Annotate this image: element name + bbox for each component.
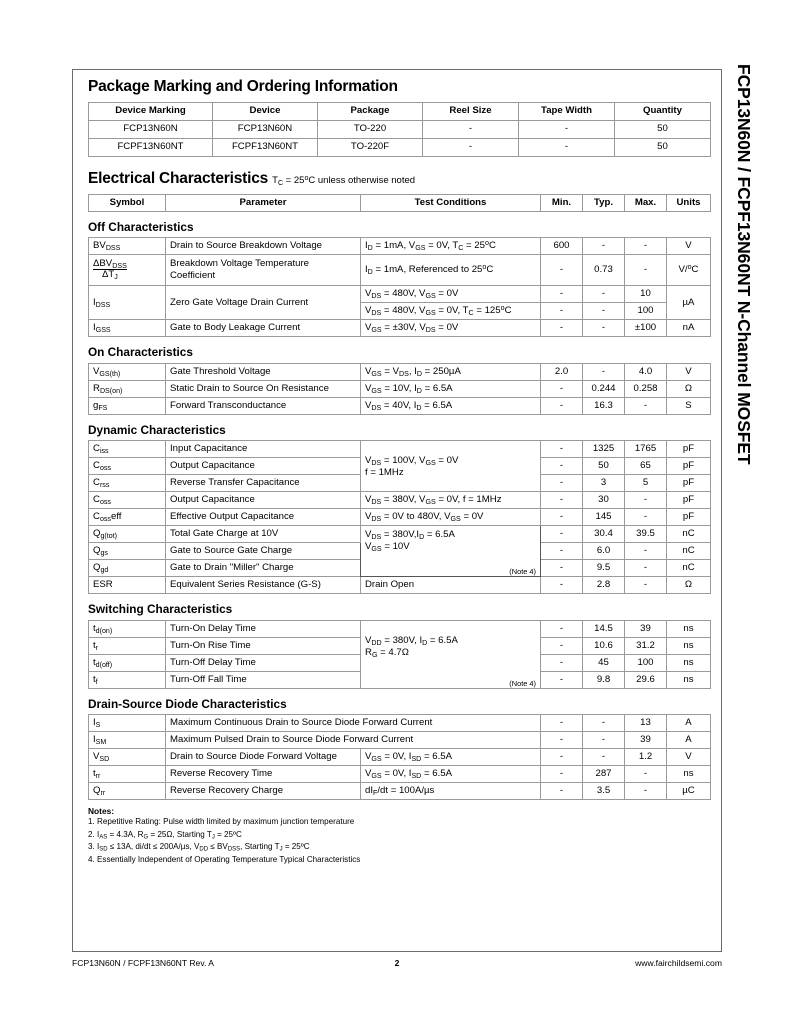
cell-parameter: Drain to Source Diode Forward Voltage [166,749,361,766]
cell-units: pF [667,458,711,475]
note-item: 3. $I_{SD} \le 13A$, di/dt ≤ 200A/µs, $V_{DD} \le BV_{DSS}$, Starting $T_J$ = 25ºC [88,842,310,853]
cell-typ: - [583,715,625,732]
cell-parameter: Maximum Pulsed Drain to Source Diode Forward Current [166,732,541,749]
cell-symbol: $t_{d(off)}$ [89,654,166,671]
cell-test: $V_{GS} = 0V$, $I_{SD} = 6.5A$ [361,749,541,766]
cell-parameter: Breakdown Voltage Temperature Coefficient [166,255,361,286]
table-row [89,238,711,255]
table-dynamic-characteristics [88,440,711,594]
cell-parameter: Forward Transconductance [166,397,361,414]
cell-symbol: $Q_{rr}$ [89,783,166,800]
cell-typ: - [583,732,625,749]
cell-device: FCP13N60N [213,120,318,138]
section-title-diode: Drain-Source Diode Characteristics [88,696,287,711]
table-row [89,120,711,138]
cell-max: 1765 [625,441,667,458]
cell-test: Drain Open [361,577,541,594]
cell-typ: - [583,320,625,337]
cell-typ: 2.8 [583,577,625,594]
cell-reel-size: - [423,138,519,156]
cell-min: - [541,637,583,654]
cell-symbol: $t_r$ [89,637,166,654]
cell-units: pF [667,441,711,458]
cell-symbol: $Q_{gd}$ [89,560,166,577]
cell-typ: 0.73 [583,255,625,286]
cell-min: - [541,671,583,688]
cell-typ: - [583,749,625,766]
table-header-row [89,194,711,211]
cell-max: - [625,238,667,255]
cell-units: pF [667,492,711,509]
cell-parameter: Static Drain to Source On Resistance [166,380,361,397]
table-row [89,783,711,800]
cell-typ: 50 [583,458,625,475]
cell-min: - [541,560,583,577]
section-title-dynamic: Dynamic Characteristics [88,422,226,437]
table-header-row [89,102,711,120]
cell-units: nC [667,543,711,560]
cell-symbol: $C_{rss}$ [89,475,166,492]
cell-typ: 287 [583,766,625,783]
cell-max: 5 [625,475,667,492]
cell-symbol: $V_{GS(th)}$ [89,363,166,380]
table-row [89,492,711,509]
cell-parameter: Gate to Source Gate Charge [166,543,361,560]
note-ref: (Note 4) [509,678,536,688]
cell-symbol: $t_{rr}$ [89,766,166,783]
col-quantity: Quantity [615,102,711,120]
cell-max: - [625,560,667,577]
cell-symbol: $V_{SD}$ [89,749,166,766]
cell-units: V [667,363,711,380]
cell-symbol: ESR [89,577,166,594]
page-content [88,78,710,868]
cell-min: - [541,577,583,594]
col-min: Min. [541,194,583,211]
cell-symbol: $\frac{\Delta BV_{DSS}}{\Delta T_J}$ [89,255,166,286]
table-row [89,577,711,594]
table-row [89,732,711,749]
col-typ: Typ. [583,194,625,211]
cell-symbol: $C_{oss}$ [89,492,166,509]
cell-typ: - [583,238,625,255]
cell-max: 13 [625,715,667,732]
footer-website: www.fairchildsemi.com [635,958,722,968]
cell-units: ns [667,671,711,688]
cell-parameter: Maximum Continuous Drain to Source Diode Forward Current [166,715,541,732]
cell-symbol: $I_{GSS}$ [89,320,166,337]
cell-units: ns [667,766,711,783]
cell-max: - [625,397,667,414]
table-row [89,397,711,414]
cell-parameter: Output Capacitance [166,458,361,475]
cell-max: 39 [625,620,667,637]
cell-symbol: $Q_{g(tot)}$ [89,526,166,543]
cell-symbol: $R_{DS(on)}$ [89,380,166,397]
cell-symbol: $I_{SM}$ [89,732,166,749]
col-device-marking: Device Marking [89,102,213,120]
note-ref: (Note 4) [509,567,536,577]
cell-parameter: Gate to Drain "Miller" Charge [166,560,361,577]
cell-units: ns [667,654,711,671]
cell-units: S [667,397,711,414]
cell-parameter: Equivalent Series Resistance (G-S) [166,577,361,594]
cell-symbol: $Q_{gs}$ [89,543,166,560]
cell-test: $V_{GS} = 10V$, $I_D = 6.5A$ [361,380,541,397]
cell-typ: 3.5 [583,783,625,800]
cell-max: 31.2 [625,637,667,654]
cell-max: - [625,543,667,560]
cell-min: 600 [541,238,583,255]
cell-package: TO-220 [318,120,423,138]
col-reel-size: Reel Size [423,102,519,120]
section-title-off: Off Characteristics [88,219,194,234]
cell-test: $I_D = 1mA$, $V_{GS} = 0V$, $T_C = 25^oC$ [361,238,541,255]
cell-min: - [541,255,583,286]
electrical-header-table [88,194,711,212]
cell-parameter: Turn-On Rise Time [166,637,361,654]
cell-min: - [541,509,583,526]
cell-parameter: Reverse Transfer Capacitance [166,475,361,492]
cell-test: $V_{GS} = 0V$, $I_{SD} = 6.5A$ [361,766,541,783]
table-diode-characteristics [88,714,711,800]
cell-device-marking: FCP13N60N [89,120,213,138]
table-row [89,380,711,397]
cell-test: $V_{GS} = \pm 30V$, $V_{DS} = 0V$ [361,320,541,337]
cell-min: - [541,286,583,303]
cell-min: - [541,303,583,320]
cell-parameter: Turn-On Delay Time [166,620,361,637]
cell-max: 39 [625,732,667,749]
col-tape-width: Tape Width [519,102,615,120]
cell-units: V [667,238,711,255]
cell-test: $V_{DS} = 40V$, $I_D = 6.5A$ [361,397,541,414]
cell-device: FCPF13N60NT [213,138,318,156]
cell-max: 10 [625,286,667,303]
col-units: Units [667,194,711,211]
cell-min: - [541,543,583,560]
cell-max: 100 [625,654,667,671]
table-on-characteristics [88,363,711,415]
cell-units: A [667,732,711,749]
cell-max: 0.258 [625,380,667,397]
cell-parameter: Effective Output Capacitance [166,509,361,526]
cell-units: A [667,715,711,732]
cell-typ: - [583,303,625,320]
cell-min: - [541,620,583,637]
cell-tape-width: - [519,120,615,138]
cell-min: - [541,654,583,671]
cell-min: - [541,380,583,397]
cell-max: 4.0 [625,363,667,380]
table-row [89,766,711,783]
cell-typ: 3 [583,475,625,492]
cell-symbol: $t_f$ [89,671,166,688]
cell-min: - [541,749,583,766]
electrical-heading-condition: $T_C = 25^oC$ unless otherwise noted [272,174,416,187]
cell-symbol: $BV_{DSS}$ [89,238,166,255]
cell-max: - [625,577,667,594]
notes-heading: Notes: [88,806,115,817]
cell-test: $V_{DS} = 0V$ to 480V, $V_{GS} = 0V$ [361,509,541,526]
cell-units: pF [667,509,711,526]
cell-typ: 9.5 [583,560,625,577]
cell-min: - [541,320,583,337]
cell-parameter: Gate Threshold Voltage [166,363,361,380]
cell-parameter: Input Capacitance [166,441,361,458]
cell-typ: 16.3 [583,397,625,414]
cell-min: - [541,526,583,543]
table-row [89,620,711,637]
cell-typ: 30.4 [583,526,625,543]
cell-units: V/$^o$C [667,255,711,286]
col-test-conditions: Test Conditions [361,194,541,211]
table-row [89,363,711,380]
cell-test: $V_{GS} = V_{DS}$, $I_D = 250\mu A$ [361,363,541,380]
footer-page-number: 2 [394,958,400,968]
cell-test: $V_{DS} = 100V$, $V_{GS} = 0V$ f = 1MHz [361,441,541,492]
cell-parameter: Reverse Recovery Charge [166,783,361,800]
cell-typ: 45 [583,654,625,671]
cell-test: $V_{DS} = 380V,I_D = 6.5A$ $V_{GS} = 10V$ (Note 4) [361,526,541,577]
cell-parameter: Zero Gate Voltage Drain Current [166,286,361,320]
cell-units: V [667,749,711,766]
table-row [89,509,711,526]
section-title-on: On Characteristics [88,345,193,360]
cell-reel-size: - [423,120,519,138]
cell-tape-width: - [519,138,615,156]
col-symbol: Symbol [89,194,166,211]
cell-max: - [625,492,667,509]
cell-units: nC [667,526,711,543]
electrical-heading [88,170,710,188]
cell-typ: 6.0 [583,543,625,560]
cell-units: µA [667,286,711,320]
cell-typ: - [583,286,625,303]
cell-typ: - [583,363,625,380]
cell-units: Ω [667,380,711,397]
table-row [89,255,711,286]
cell-typ: 30 [583,492,625,509]
cell-parameter: Turn-Off Delay Time [166,654,361,671]
table-row [89,286,711,303]
cell-package: TO-220F [318,138,423,156]
cell-test: $V_{DS} = 380V$, $V_{GS} = 0V$, f = 1MHz [361,492,541,509]
cell-device-marking: FCPF13N60NT [89,138,213,156]
cell-test: $I_D = 1mA$, Referenced to 25$^o$C [361,255,541,286]
cell-max: 39.5 [625,526,667,543]
cell-symbol: $C_{iss}$ [89,441,166,458]
cell-min: - [541,732,583,749]
cell-max: - [625,255,667,286]
cell-parameter: Turn-Off Fall Time [166,671,361,688]
cell-symbol: $t_{d(on)}$ [89,620,166,637]
cell-max: 65 [625,458,667,475]
cell-min: - [541,397,583,414]
cell-typ: 145 [583,509,625,526]
cell-min: - [541,783,583,800]
cell-max: - [625,766,667,783]
cell-quantity: 50 [615,138,711,156]
cell-quantity: 50 [615,120,711,138]
note-item: 1. Repetitive Rating: Pulse width limited by maximum junction temperature [88,817,355,827]
cell-test: $V_{DD} = 380V$, $I_D = 6.5A$ $R_G = 4.7\Omega$ (Note 4) [361,620,541,688]
cell-parameter: Drain to Source Breakdown Voltage [166,238,361,255]
table-row [89,749,711,766]
col-device: Device [213,102,318,120]
cell-min: - [541,441,583,458]
cell-typ: 9.8 [583,671,625,688]
side-product-title: FCP13N60N / FCPF13N60NT N-Channel MOSFET [734,64,754,465]
table-row [89,526,711,543]
cell-min: - [541,766,583,783]
cell-typ: 10.6 [583,637,625,654]
cell-typ: 0.244 [583,380,625,397]
cell-units: µC [667,783,711,800]
cell-symbol: $g_{FS}$ [89,397,166,414]
cell-symbol: $C_{oss}eff$ [89,509,166,526]
cell-units: ns [667,637,711,654]
cell-typ: 14.5 [583,620,625,637]
table-row [89,715,711,732]
cell-test: $V_{DS} = 480V$, $V_{GS} = 0V$, $T_C = 125^oC$ [361,303,541,320]
cell-parameter: Total Gate Charge at 10V [166,526,361,543]
col-parameter: Parameter [166,194,361,211]
cell-max: - [625,509,667,526]
cell-parameter: Gate to Body Leakage Current [166,320,361,337]
table-switching-characteristics [88,620,711,689]
cell-max: 1.2 [625,749,667,766]
note-item: 2. $I_{AS} = 4.3A$, $R_G = 25\Omega$, Starting $T_J$ = 25ºC [88,829,242,841]
cell-symbol: $C_{oss}$ [89,458,166,475]
cell-typ: 1325 [583,441,625,458]
table-row [89,441,711,458]
cell-symbol: $I_{DSS}$ [89,286,166,320]
cell-min: - [541,715,583,732]
ordering-table [88,102,711,157]
cell-max: ±100 [625,320,667,337]
cell-min: - [541,492,583,509]
cell-test: $dI_F/dt = 100A/\mu s$ [361,783,541,800]
col-package: Package [318,102,423,120]
cell-max: 100 [625,303,667,320]
table-row [89,320,711,337]
cell-units: nA [667,320,711,337]
cell-symbol: $I_S$ [89,715,166,732]
table-row [89,138,711,156]
cell-min: - [541,475,583,492]
cell-parameter: Output Capacitance [166,492,361,509]
cell-max: - [625,783,667,800]
col-max: Max. [625,194,667,211]
table-off-characteristics [88,237,711,337]
cell-units: pF [667,475,711,492]
cell-units: Ω [667,577,711,594]
section-title-switching: Switching Characteristics [88,602,233,617]
ordering-heading: Package Marking and Ordering Information [88,78,398,95]
footer-revision: FCP13N60N / FCPF13N60NT Rev. A [72,958,215,968]
cell-units: ns [667,620,711,637]
notes-block [88,807,710,864]
cell-max: 29.6 [625,671,667,688]
note-item: 4. Essentially Independent of Operating Temperature Typical Characteristics [88,854,361,864]
cell-min: - [541,458,583,475]
electrical-heading-text: Electrical Characteristics [88,169,269,187]
cell-units: nC [667,560,711,577]
cell-test: $V_{DS} = 480V$, $V_{GS} = 0V$ [361,286,541,303]
cell-parameter: Reverse Recovery Time [166,766,361,783]
cell-min: 2.0 [541,363,583,380]
